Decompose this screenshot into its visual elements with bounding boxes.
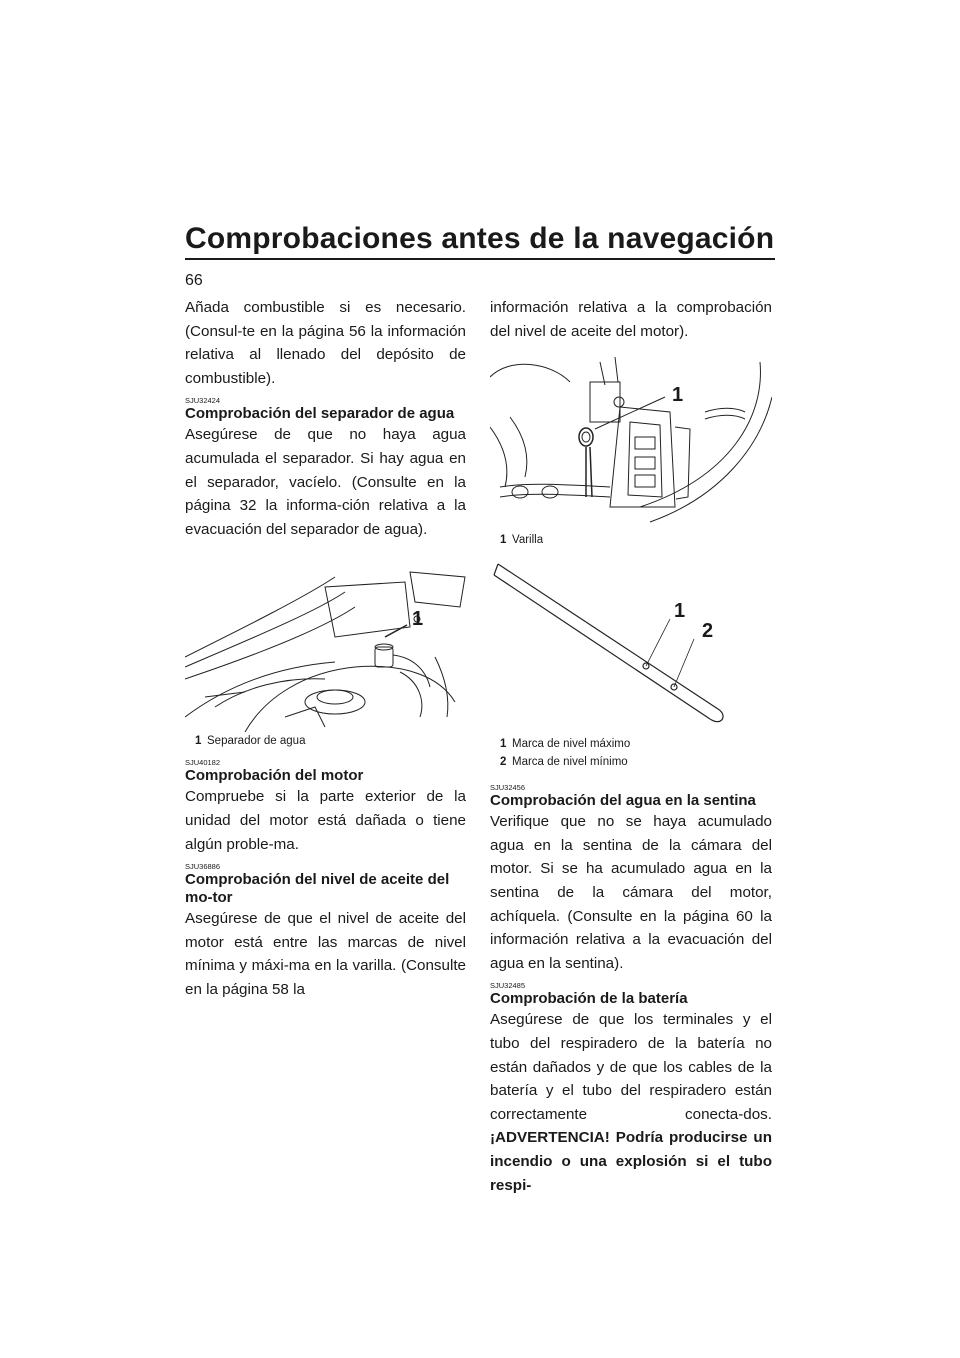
page-number: 66 [185, 272, 203, 289]
figure1-caption-text: Separador de agua [207, 735, 306, 748]
page-title: Comprobaciones antes de la navegación [185, 222, 775, 255]
figure3-caption-num: 1 [500, 738, 507, 751]
intro-paragraph: Añada combustible si es necesario. (Consul-te en la página 56 la información relativa al llenado del depósito de combustible). [185, 299, 466, 387]
figure1-caption [195, 732, 466, 750]
dipstick-marks-illustration [490, 559, 772, 729]
figure1-callout: 1 [412, 608, 424, 631]
figure-dipstick-location [490, 357, 772, 549]
figure-water-separator [185, 567, 466, 750]
section-heading-bilge: Comprobación del agua en la sentina [490, 792, 756, 810]
section-body-water-separator: Asegúrese de que no haya agua acumulada el separador. Si hay agua en el separador, vacíelo. (Consulte en la página 32 la informa-ción relativa a la evacuación del separador de agua). [185, 426, 466, 538]
title-rule [185, 258, 775, 260]
figure2-caption-num: 1 [500, 534, 507, 547]
figure2-caption [500, 531, 772, 549]
figure3-callout-max: 1 [674, 600, 686, 623]
figure2-caption-text: Varilla [512, 534, 544, 547]
water-separator-illustration [185, 567, 466, 732]
section-code: SJU32485 [490, 981, 526, 991]
figure2-callout: 1 [672, 384, 684, 407]
section-heading-water-separator: Comprobación del separador de agua [185, 405, 455, 423]
left-column [185, 296, 466, 1002]
figure-dipstick-marks [490, 559, 772, 771]
figure3-caption-num: 2 [500, 756, 507, 769]
figure1-caption-num: 1 [195, 735, 202, 748]
engine-dipstick-illustration [490, 357, 772, 527]
figure3-callout-min: 2 [702, 620, 714, 643]
right-column [490, 296, 772, 1197]
section-code: SJU32424 [185, 396, 221, 406]
continuation-paragraph: información relativa a la comprobación del nivel de aceite del motor). [490, 299, 772, 340]
section-heading-engine: Comprobación del motor [185, 767, 364, 785]
battery-warning-text: ¡ADVERTENCIA! Podría producirse un incendio o una explosión si el tubo respi- [490, 1129, 772, 1194]
figure3-caption-2 [500, 753, 772, 771]
figure3-caption-text: Marca de nivel máximo [512, 738, 631, 751]
section-code: SJU32456 [490, 783, 526, 793]
section-heading-battery: Comprobación de la batería [490, 990, 688, 1008]
section-body-bilge: Verifique que no se haya acumulado agua en la sentina de la cámara del motor. Si se ha acumulado agua en la sentina de la cámara del motor, achíquela. (Consulte en la página 60 la información relativa a la evacuación del agua en la sentina). [490, 813, 772, 972]
figure3-caption-1 [500, 735, 772, 753]
section-code: SJU40182 [185, 758, 221, 768]
battery-body-text: Asegúrese de que los terminales y el tubo del respiradero de la batería no están dañados y de que los cables de la batería y el tubo del respiradero están correctamente conecta-dos. [490, 1011, 772, 1123]
figure3-caption-text: Marca de nivel mínimo [512, 756, 628, 769]
section-code: SJU36886 [185, 862, 221, 872]
section-body-oil-level: Asegúrese de que el nivel de aceite del motor está entre las marcas de nivel mínima y máxi-ma en la varilla. (Consulte en la página 58 la [185, 910, 466, 998]
section-heading-oil-level: Comprobación del nivel de aceite del mo-tor [185, 871, 450, 907]
section-body-battery [490, 1008, 772, 1197]
section-body-engine: Compruebe si la parte exterior de la unidad del motor está dañada o tiene algún proble-ma. [185, 788, 466, 853]
